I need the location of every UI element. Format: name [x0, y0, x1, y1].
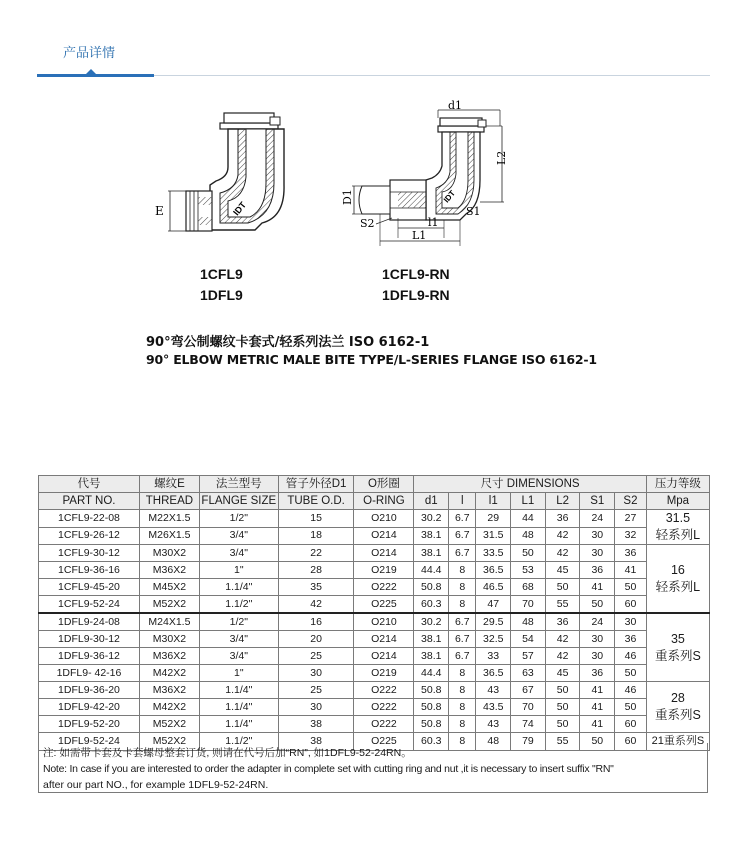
table-cell: 25 — [278, 648, 354, 665]
table-cell: 1.1/4" — [199, 579, 278, 596]
col-header-L1: L1 — [511, 493, 546, 510]
dim-s1-label: S1 — [466, 205, 481, 218]
table-cell: 36 — [580, 665, 615, 682]
table-cell: 1DFL9-36-20 — [39, 682, 140, 699]
col-header-l1-small: l1 — [476, 493, 511, 510]
pressure-value: 16 — [670, 562, 685, 577]
pressure-class-cell — [646, 613, 709, 682]
table-cell: 18 — [278, 527, 354, 545]
dim-s2-label: S2 — [360, 217, 375, 230]
table-cell: M36X2 — [139, 562, 199, 579]
table-cell: 6.7 — [449, 510, 476, 528]
part-label-1cfl9-rn: 1CFL9-RN — [382, 266, 450, 282]
table-cell: 36.5 — [476, 562, 511, 579]
table-cell: 60 — [615, 596, 647, 614]
table-cell: 50 — [580, 596, 615, 614]
table-cell: 45 — [545, 665, 580, 682]
col-header-pressure-cn: 压力等级 — [646, 476, 709, 493]
table-cell: 38.1 — [414, 545, 449, 562]
table-cell: 30 — [580, 648, 615, 665]
table-cell: O214 — [354, 631, 414, 648]
table-cell: 3/4" — [199, 545, 278, 562]
table-cell: M30X2 — [139, 545, 199, 562]
col-header-dimensions: 尺寸 DIMENSIONS — [414, 476, 646, 493]
table-cell: 3/4" — [199, 527, 278, 545]
table-cell: 38 — [278, 716, 354, 733]
table-cell: 33 — [476, 648, 511, 665]
table-cell: 60 — [615, 733, 647, 751]
table-row — [39, 527, 710, 545]
table-cell: 50 — [545, 682, 580, 699]
col-header-flange-en: FLANGE SIZE — [199, 493, 278, 510]
table-cell: 30 — [580, 545, 615, 562]
table-cell: 1/2" — [199, 613, 278, 631]
table-cell: 38.1 — [414, 631, 449, 648]
table-cell: 1DFL9-52-24 — [39, 733, 140, 751]
table-cell: O219 — [354, 562, 414, 579]
table-cell: M52X2 — [139, 596, 199, 614]
table-cell: O210 — [354, 613, 414, 631]
table-cell: 55 — [545, 733, 580, 751]
table-row — [39, 716, 710, 733]
table-cell: 36.5 — [476, 665, 511, 682]
pressure-value: 31.5 — [665, 511, 691, 525]
part-label-1dfl9-rn: 1DFL9-RN — [382, 287, 450, 303]
table-cell: 36 — [580, 562, 615, 579]
table-cell: 3/4" — [199, 631, 278, 648]
table-cell: 8 — [449, 579, 476, 596]
table-cell: M52X2 — [139, 733, 199, 751]
table-cell: 46 — [615, 682, 647, 699]
pressure-series: 轻系列L — [655, 579, 701, 594]
col-header-d1: d1 — [414, 493, 449, 510]
table-cell: 53 — [511, 562, 546, 579]
table-cell: 46 — [615, 648, 647, 665]
table-cell: 50 — [615, 699, 647, 716]
brand-logo: IDT — [231, 199, 249, 218]
table-cell: 1CFL9-30-12 — [39, 545, 140, 562]
dim-e-label: E — [155, 204, 164, 218]
table-cell: 41 — [580, 579, 615, 596]
table-cell: 1" — [199, 665, 278, 682]
table-cell: 50.8 — [414, 579, 449, 596]
table-cell: 8 — [449, 733, 476, 751]
table-row — [39, 613, 710, 631]
table-cell: 8 — [449, 682, 476, 699]
table-cell: O210 — [354, 510, 414, 528]
table-cell: 6.7 — [449, 613, 476, 631]
brand-logo-right: IDT — [441, 188, 458, 205]
spec-table — [38, 475, 710, 751]
table-cell: 44.4 — [414, 562, 449, 579]
table-cell: 42 — [545, 545, 580, 562]
table-cell: 36 — [615, 545, 647, 562]
col-header-oring-en: O-RING — [354, 493, 414, 510]
table-row — [39, 596, 710, 614]
table-cell: 1CFL9-26-12 — [39, 527, 140, 545]
table-cell: 50 — [580, 733, 615, 751]
table-cell: 15 — [278, 510, 354, 528]
product-title-en: 90° ELBOW METRIC MALE BITE TYPE/L-SERIES FLANGE ISO 6162-1 — [146, 352, 597, 367]
table-cell: 50 — [615, 579, 647, 596]
pressure-series: 轻系列L — [655, 528, 701, 542]
table-row — [39, 665, 710, 682]
table-cell: 1.1/2" — [199, 733, 278, 751]
table-cell: 1CFL9-52-24 — [39, 596, 140, 614]
pressure-class-cell — [646, 545, 709, 614]
col-header-pressure-unit: Mpa — [646, 493, 709, 510]
table-cell: 1DFL9-36-12 — [39, 648, 140, 665]
table-row — [39, 682, 710, 699]
table-cell: 30 — [615, 613, 647, 631]
table-cell: M45X2 — [139, 579, 199, 596]
table-cell: 44.4 — [414, 665, 449, 682]
order-note — [38, 743, 708, 793]
header-accent-bar — [37, 74, 154, 77]
table-cell: 33.5 — [476, 545, 511, 562]
table-cell: 6.7 — [449, 545, 476, 562]
table-cell: 42 — [545, 648, 580, 665]
note-en-line2: after our part NO., for example 1DFL9-52-24RN. — [43, 779, 269, 791]
col-header-l: l — [449, 493, 476, 510]
col-header-tube-cn: 管子外径D1 — [278, 476, 354, 493]
table-cell: M52X2 — [139, 716, 199, 733]
table-cell: 60 — [615, 716, 647, 733]
table-cell: 50 — [511, 545, 546, 562]
table-cell: 1DFL9-24-08 — [39, 613, 140, 631]
pressure-class-cell — [646, 682, 709, 733]
table-cell: 29 — [476, 510, 511, 528]
table-cell: 79 — [511, 733, 546, 751]
table-cell: M26X1.5 — [139, 527, 199, 545]
table-cell: 30.2 — [414, 510, 449, 528]
table-cell: 36 — [545, 510, 580, 528]
table-cell: 55 — [545, 596, 580, 614]
table-cell: 30 — [580, 527, 615, 545]
elbow-drawing-left — [150, 105, 315, 250]
table-cell: O214 — [354, 545, 414, 562]
product-title-cn: 90°弯公制螺纹卡套式/轻系列法兰 ISO 6162-1 — [146, 335, 430, 350]
table-cell: 48 — [511, 613, 546, 631]
table-cell: 6.7 — [449, 631, 476, 648]
table-cell: O222 — [354, 716, 414, 733]
table-cell: M22X1.5 — [139, 510, 199, 528]
table-cell: M24X1.5 — [139, 613, 199, 631]
table-cell: 48 — [511, 527, 546, 545]
table-cell: 30 — [278, 699, 354, 716]
table-cell: M30X2 — [139, 631, 199, 648]
table-cell: 42 — [545, 631, 580, 648]
table-cell: 46.5 — [476, 579, 511, 596]
pressure-class-cell — [646, 510, 709, 545]
table-cell: 44 — [511, 510, 546, 528]
table-cell: 30 — [580, 631, 615, 648]
table-cell: 41 — [580, 699, 615, 716]
table-cell: 1CFL9-45-20 — [39, 579, 140, 596]
table-cell: M42X2 — [139, 699, 199, 716]
note-cn: 注: 如需带卡套及卡套螺母整套订货, 则请在代号后加“RN”, 如1DFL9-52-24RN。 — [43, 747, 412, 759]
table-cell: 8 — [449, 562, 476, 579]
pressure-value: 28 — [670, 691, 685, 705]
table-row — [39, 631, 710, 648]
table-cell: 1.1/4" — [199, 682, 278, 699]
table-cell: 50 — [615, 665, 647, 682]
col-header-tube-en: TUBE O.D. — [278, 493, 354, 510]
table-cell: 32 — [615, 527, 647, 545]
table-cell: 1DFL9- 42-16 — [39, 665, 140, 682]
table-cell: 8 — [449, 665, 476, 682]
table-cell: 30.2 — [414, 613, 449, 631]
dim-l1-label: l1 — [428, 216, 439, 229]
table-cell: O214 — [354, 527, 414, 545]
table-cell: 20 — [278, 631, 354, 648]
table-cell: 22 — [278, 545, 354, 562]
table-cell: 50.8 — [414, 699, 449, 716]
pressure-series: 重系列S — [654, 708, 701, 722]
table-cell: 3/4" — [199, 648, 278, 665]
table-cell: 43 — [476, 716, 511, 733]
dim-d1-label: d1 — [448, 100, 463, 112]
table-cell: 67 — [511, 682, 546, 699]
col-header-part-cn: 代号 — [39, 476, 140, 493]
table-cell: 42 — [545, 527, 580, 545]
table-cell: 60.3 — [414, 733, 449, 751]
dim-l2-label: L2 — [495, 150, 508, 165]
table-cell: 30 — [278, 665, 354, 682]
table-cell: 38 — [278, 733, 354, 751]
table-cell: 41 — [615, 562, 647, 579]
col-header-flange-cn: 法兰型号 — [199, 476, 278, 493]
table-cell: 1.1/2" — [199, 596, 278, 614]
table-cell: M36X2 — [139, 682, 199, 699]
col-header-S2: S2 — [615, 493, 647, 510]
table-cell: 60.3 — [414, 596, 449, 614]
table-cell: 47 — [476, 596, 511, 614]
table-cell: 27 — [615, 510, 647, 528]
table-cell: 68 — [511, 579, 546, 596]
table-cell: M36X2 — [139, 648, 199, 665]
table-cell: 1.1/4" — [199, 716, 278, 733]
table-cell: 70 — [511, 596, 546, 614]
table-cell: 1.1/4" — [199, 699, 278, 716]
table-cell: 8 — [449, 716, 476, 733]
header-caret-icon — [86, 69, 96, 74]
table-cell: 1CFL9-22-08 — [39, 510, 140, 528]
table-row — [39, 562, 710, 579]
table-cell: M42X2 — [139, 665, 199, 682]
table-cell: 28 — [278, 562, 354, 579]
table-cell: 6.7 — [449, 648, 476, 665]
table-cell: O225 — [354, 733, 414, 751]
table-row — [39, 579, 710, 596]
table-cell: 42 — [278, 596, 354, 614]
table-cell: 54 — [511, 631, 546, 648]
table-cell: 16 — [278, 613, 354, 631]
table-cell: 74 — [511, 716, 546, 733]
table-cell: O222 — [354, 682, 414, 699]
col-header-thread-en: THREAD — [139, 493, 199, 510]
table-cell: 50.8 — [414, 716, 449, 733]
table-cell: O214 — [354, 648, 414, 665]
table-cell: 29.5 — [476, 613, 511, 631]
table-cell: 38.1 — [414, 648, 449, 665]
table-cell: 1DFL9-52-20 — [39, 716, 140, 733]
part-label-1dfl9: 1DFL9 — [200, 287, 243, 303]
table-row — [39, 648, 710, 665]
table-cell: 32.5 — [476, 631, 511, 648]
table-cell: 50.8 — [414, 682, 449, 699]
table-cell: O219 — [354, 665, 414, 682]
pressure-series: 重系列S — [654, 648, 701, 663]
table-cell: 8 — [449, 699, 476, 716]
table-row — [39, 545, 710, 562]
table-cell: 43 — [476, 682, 511, 699]
table-cell: 36 — [545, 613, 580, 631]
dim-L1-label: L1 — [412, 229, 427, 242]
table-cell: 41 — [580, 716, 615, 733]
table-cell: 1" — [199, 562, 278, 579]
table-cell: 48 — [476, 733, 511, 751]
table-cell: 6.7 — [449, 527, 476, 545]
col-header-part-en: PART NO. — [39, 493, 140, 510]
dim-D1-label: D1 — [341, 189, 354, 205]
table-cell: 50 — [545, 579, 580, 596]
table-cell: 50 — [545, 716, 580, 733]
table-cell: 50 — [545, 699, 580, 716]
table-cell: 24 — [580, 510, 615, 528]
pressure-value: 35 — [670, 631, 685, 646]
table-cell: 1/2" — [199, 510, 278, 528]
table-cell: 1CFL9-36-16 — [39, 562, 140, 579]
table-cell: 31.5 — [476, 527, 511, 545]
page-title: 产品详情 — [63, 46, 116, 61]
table-cell: O222 — [354, 699, 414, 716]
table-cell: 45 — [545, 562, 580, 579]
table-cell: 57 — [511, 648, 546, 665]
table-cell: 1DFL9-42-20 — [39, 699, 140, 716]
part-label-1cfl9: 1CFL9 — [200, 266, 243, 282]
col-header-thread-cn: 螺纹E — [139, 476, 199, 493]
table-cell: O222 — [354, 579, 414, 596]
table-cell: 41 — [580, 682, 615, 699]
col-header-L2: L2 — [545, 493, 580, 510]
table-cell: 38.1 — [414, 527, 449, 545]
table-cell: 1DFL9-30-12 — [39, 631, 140, 648]
pressure-class-cell: 21重系列S — [646, 733, 709, 751]
elbow-drawing-right — [340, 100, 510, 250]
col-header-S1: S1 — [580, 493, 615, 510]
table-cell: 35 — [278, 579, 354, 596]
table-cell: 24 — [580, 613, 615, 631]
table-row — [39, 510, 710, 528]
table-cell: 25 — [278, 682, 354, 699]
table-row — [39, 699, 710, 716]
table-cell: 70 — [511, 699, 546, 716]
table-cell: 63 — [511, 665, 546, 682]
table-cell: 8 — [449, 596, 476, 614]
col-header-oring-cn: O形圈 — [354, 476, 414, 493]
table-cell: 36 — [615, 631, 647, 648]
table-cell: 43.5 — [476, 699, 511, 716]
table-cell: O225 — [354, 596, 414, 614]
note-en-line1: Note: In case if you are interested to order the adapter in complete set with cutting ring and nut ,it is necessary to insert suffix "RN" — [43, 763, 614, 775]
